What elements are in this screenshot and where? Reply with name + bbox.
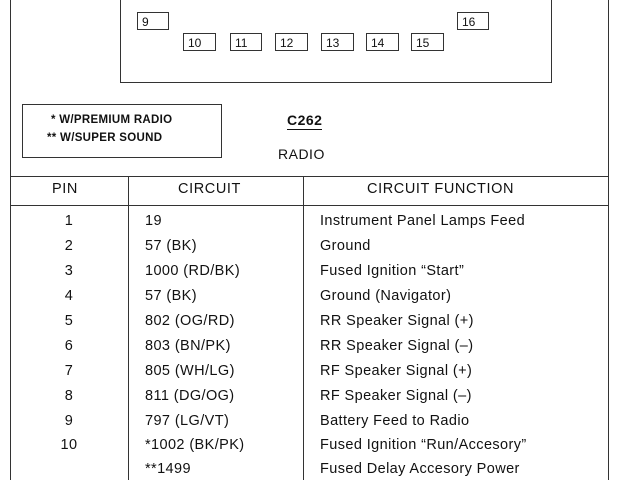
table-row bbox=[10, 437, 608, 462]
row-pin: 10 bbox=[60, 437, 78, 453]
table-row bbox=[10, 388, 608, 413]
row-circuit: 802 (OG/RD) bbox=[145, 313, 235, 329]
row-pin: 2 bbox=[64, 238, 74, 254]
connector-pin-9: 9 bbox=[137, 12, 169, 30]
row-function: RF Speaker Signal (–) bbox=[320, 388, 472, 404]
row-function: Battery Feed to Radio bbox=[320, 413, 470, 429]
connector-pin-14: 14 bbox=[366, 33, 399, 51]
row-pin: 7 bbox=[64, 363, 74, 379]
header-circuit: CIRCUIT bbox=[178, 181, 241, 197]
row-pin: 8 bbox=[64, 388, 74, 404]
row-circuit: 805 (WH/LG) bbox=[145, 363, 235, 379]
table-header-divider bbox=[10, 205, 608, 206]
row-pin: 5 bbox=[64, 313, 74, 329]
row-pin: 3 bbox=[64, 263, 74, 279]
row-circuit: 19 bbox=[145, 213, 162, 229]
legend-premium-radio: * W/PREMIUM RADIO bbox=[51, 114, 173, 126]
row-function: Fused Ignition “Start” bbox=[320, 263, 465, 279]
row-function: Fused Delay Accesory Power bbox=[320, 461, 520, 477]
page-border-right bbox=[608, 0, 609, 480]
table-top-border bbox=[10, 176, 608, 177]
row-function: RF Speaker Signal (+) bbox=[320, 363, 473, 379]
legend-box bbox=[22, 104, 222, 158]
table-row bbox=[10, 338, 608, 363]
table-row bbox=[10, 413, 608, 438]
connector-id: C262 bbox=[287, 112, 323, 128]
table-row bbox=[10, 313, 608, 338]
row-function: Ground bbox=[320, 238, 371, 254]
row-circuit: 1000 (RD/BK) bbox=[145, 263, 241, 279]
table-row bbox=[10, 363, 608, 388]
legend-super-sound: ** W/SUPER SOUND bbox=[47, 132, 163, 144]
table-row bbox=[10, 288, 608, 313]
connector-pin-11: 11 bbox=[230, 33, 262, 51]
row-pin: 1 bbox=[64, 213, 74, 229]
row-circuit: *1002 (BK/PK) bbox=[145, 437, 245, 453]
row-function: Fused Ignition “Run/Accesory” bbox=[320, 437, 527, 453]
header-pin: PIN bbox=[52, 181, 78, 197]
header-circuit-function: CIRCUIT FUNCTION bbox=[367, 181, 515, 197]
row-function: RR Speaker Signal (–) bbox=[320, 338, 474, 354]
row-circuit: 57 (BK) bbox=[145, 288, 197, 304]
table-row bbox=[10, 263, 608, 288]
connector-name: RADIO bbox=[278, 146, 325, 162]
connector-pin-15: 15 bbox=[411, 33, 444, 51]
connector-pin-16: 16 bbox=[457, 12, 489, 30]
row-function: Ground (Navigator) bbox=[320, 288, 452, 304]
row-circuit: 797 (LG/VT) bbox=[145, 413, 230, 429]
table-row bbox=[10, 238, 608, 263]
row-function: RR Speaker Signal (+) bbox=[320, 313, 474, 329]
connector-pin-12: 12 bbox=[275, 33, 308, 51]
row-pin: 6 bbox=[64, 338, 74, 354]
row-circuit: 803 (BN/PK) bbox=[145, 338, 231, 354]
row-pin: 4 bbox=[64, 288, 74, 304]
connector-pin-10: 10 bbox=[183, 33, 216, 51]
connector-pin-13: 13 bbox=[321, 33, 354, 51]
row-circuit: 57 (BK) bbox=[145, 238, 197, 254]
table-row bbox=[10, 461, 608, 486]
table-row bbox=[10, 213, 608, 238]
row-pin: 9 bbox=[64, 413, 74, 429]
row-circuit: **1499 bbox=[145, 461, 191, 477]
row-function: Instrument Panel Lamps Feed bbox=[320, 213, 526, 229]
row-circuit: 811 (DG/OG) bbox=[145, 388, 235, 404]
